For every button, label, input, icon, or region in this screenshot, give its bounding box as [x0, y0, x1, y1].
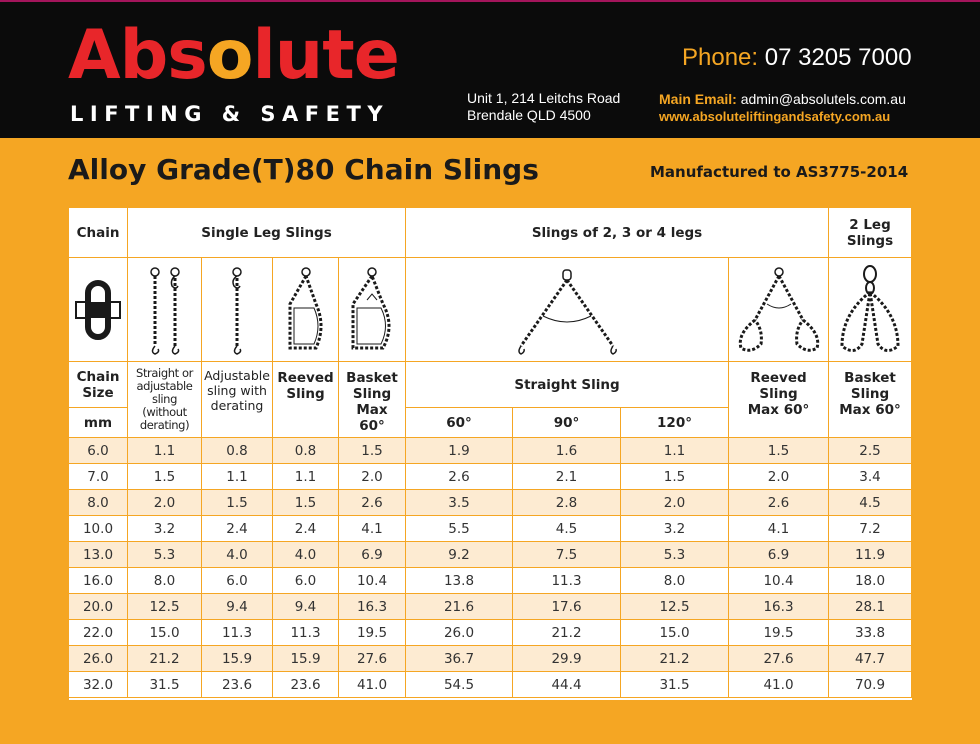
- cell-adjustable: 2.4: [202, 516, 273, 542]
- table-row: [69, 646, 912, 672]
- email-label: Main Email:: [659, 91, 737, 107]
- cell-angle-90: 7.5: [513, 542, 621, 568]
- multi-leg-straight-sling-icon: [406, 258, 729, 362]
- cell-chain-size: 32.0: [69, 672, 128, 698]
- cell-straight: 1.1: [128, 438, 202, 464]
- cell-basket: 2.0: [339, 464, 406, 490]
- phone-number[interactable]: 07 3205 7000: [764, 44, 912, 71]
- header-chain: Chain: [69, 208, 128, 258]
- chain-sling-table: [68, 207, 913, 701]
- cell-angle-120: 15.0: [621, 620, 729, 646]
- col-angle-120: 120°: [621, 408, 729, 438]
- col-two-leg-basket: Basket Sling Max 60°: [829, 362, 912, 438]
- cell-two-leg-basket: 2.5: [829, 438, 912, 464]
- cell-reeved: 0.8: [273, 438, 339, 464]
- cell-straight: 21.2: [128, 646, 202, 672]
- cell-chain-size: 10.0: [69, 516, 128, 542]
- phone: [682, 44, 912, 72]
- cell-angle-60: 2.6: [406, 464, 513, 490]
- cell-two-leg-basket: 70.9: [829, 672, 912, 698]
- cell-two-leg-basket: 4.5: [829, 490, 912, 516]
- cell-basket: 19.5: [339, 620, 406, 646]
- cell-angle-60: 13.8: [406, 568, 513, 594]
- cell-adjustable: 15.9: [202, 646, 273, 672]
- cell-two-leg-basket: 33.8: [829, 620, 912, 646]
- col-chain-size: Chain Size: [69, 362, 128, 408]
- standard-note: Manufactured to AS3775-2014: [650, 163, 909, 181]
- address-line2: Brendale QLD 4500: [467, 107, 591, 123]
- cell-angle-120: 31.5: [621, 672, 729, 698]
- cell-two-leg-basket: 7.2: [829, 516, 912, 542]
- table-row: [69, 672, 912, 698]
- col-straight-adjustable: Straight or adjustable sling (without derating): [128, 362, 202, 438]
- table-row: [69, 464, 912, 490]
- cell-reeved: 4.0: [273, 542, 339, 568]
- header-multi-leg: Slings of 2, 3 or 4 legs: [406, 208, 829, 258]
- cell-angle-60: 21.6: [406, 594, 513, 620]
- cell-multi-reeved: 19.5: [729, 620, 829, 646]
- cell-multi-reeved: 6.9: [729, 542, 829, 568]
- phone-label: Phone:: [682, 44, 759, 71]
- brand-subtitle: LIFTING & SAFETY: [70, 102, 390, 126]
- cell-chain-size: 26.0: [69, 646, 128, 672]
- cell-adjustable: 1.5: [202, 490, 273, 516]
- cell-multi-reeved: 16.3: [729, 594, 829, 620]
- col-adjustable-derating: Adjustable sling with derating: [202, 362, 273, 438]
- basket-sling-icon: [339, 258, 406, 362]
- col-basket: Basket Sling Max 60°: [339, 362, 406, 438]
- cell-reeved: 1.1: [273, 464, 339, 490]
- cell-basket: 2.6: [339, 490, 406, 516]
- cell-two-leg-basket: 11.9: [829, 542, 912, 568]
- cell-adjustable: 4.0: [202, 542, 273, 568]
- cell-straight: 1.5: [128, 464, 202, 490]
- cell-reeved: 6.0: [273, 568, 339, 594]
- table-row: [69, 438, 912, 464]
- email-link[interactable]: admin@absolutels.com.au: [740, 91, 906, 107]
- cell-chain-size: 20.0: [69, 594, 128, 620]
- adjustable-sling-icon: [202, 258, 273, 362]
- cell-angle-60: 36.7: [406, 646, 513, 672]
- cell-reeved: 2.4: [273, 516, 339, 542]
- cell-basket: 10.4: [339, 568, 406, 594]
- cell-basket: 1.5: [339, 438, 406, 464]
- cell-angle-90: 1.6: [513, 438, 621, 464]
- cell-multi-reeved: 2.6: [729, 490, 829, 516]
- col-reeved: Reeved Sling: [273, 362, 339, 438]
- cell-reeved: 1.5: [273, 490, 339, 516]
- two-leg-basket-sling-icon: [829, 258, 912, 362]
- cell-angle-60: 26.0: [406, 620, 513, 646]
- cell-chain-size: 8.0: [69, 490, 128, 516]
- cell-adjustable: 0.8: [202, 438, 273, 464]
- table-row: [69, 594, 912, 620]
- col-angle-90: 90°: [513, 408, 621, 438]
- cell-angle-90: 21.2: [513, 620, 621, 646]
- header-bar: [0, 0, 980, 138]
- cell-multi-reeved: 2.0: [729, 464, 829, 490]
- straight-sling-icon: [128, 258, 202, 362]
- chain-link-icon: [69, 258, 128, 362]
- cell-adjustable: 6.0: [202, 568, 273, 594]
- address: [467, 90, 620, 124]
- cell-reeved: 11.3: [273, 620, 339, 646]
- cell-chain-size: 6.0: [69, 438, 128, 464]
- cell-angle-90: 44.4: [513, 672, 621, 698]
- cell-two-leg-basket: 47.7: [829, 646, 912, 672]
- cell-reeved: 9.4: [273, 594, 339, 620]
- header-single-leg: Single Leg Slings: [128, 208, 406, 258]
- cell-straight: 3.2: [128, 516, 202, 542]
- cell-chain-size: 7.0: [69, 464, 128, 490]
- cell-two-leg-basket: 28.1: [829, 594, 912, 620]
- cell-multi-reeved: 27.6: [729, 646, 829, 672]
- cell-angle-120: 1.5: [621, 464, 729, 490]
- cell-angle-90: 2.1: [513, 464, 621, 490]
- cell-angle-120: 8.0: [621, 568, 729, 594]
- cell-straight: 8.0: [128, 568, 202, 594]
- cell-straight: 31.5: [128, 672, 202, 698]
- cell-angle-120: 1.1: [621, 438, 729, 464]
- cell-two-leg-basket: 3.4: [829, 464, 912, 490]
- cell-angle-60: 1.9: [406, 438, 513, 464]
- cell-reeved: 15.9: [273, 646, 339, 672]
- page-title: Alloy Grade(T)80 Chain Slings: [68, 153, 539, 186]
- cell-chain-size: 22.0: [69, 620, 128, 646]
- table-row: [69, 620, 912, 646]
- brand-logo: Absolute: [68, 16, 399, 95]
- reeved-sling-icon: [273, 258, 339, 362]
- cell-adjustable: 9.4: [202, 594, 273, 620]
- cell-straight: 5.3: [128, 542, 202, 568]
- cell-angle-120: 12.5: [621, 594, 729, 620]
- table-row: [69, 568, 912, 594]
- email: [659, 91, 906, 108]
- cell-angle-90: 17.6: [513, 594, 621, 620]
- col-unit-mm: mm: [69, 408, 128, 438]
- cell-two-leg-basket: 18.0: [829, 568, 912, 594]
- cell-basket: 16.3: [339, 594, 406, 620]
- cell-adjustable: 1.1: [202, 464, 273, 490]
- cell-angle-60: 9.2: [406, 542, 513, 568]
- cell-angle-120: 21.2: [621, 646, 729, 672]
- cell-straight: 15.0: [128, 620, 202, 646]
- table-row: [69, 516, 912, 542]
- address-line1: Unit 1, 214 Leitchs Road: [467, 90, 621, 106]
- cell-angle-90: 29.9: [513, 646, 621, 672]
- cell-angle-120: 2.0: [621, 490, 729, 516]
- col-straight-sling: Straight Sling: [406, 362, 729, 408]
- cell-angle-120: 5.3: [621, 542, 729, 568]
- cell-adjustable: 23.6: [202, 672, 273, 698]
- cell-multi-reeved: 41.0: [729, 672, 829, 698]
- cell-straight: 12.5: [128, 594, 202, 620]
- cell-straight: 2.0: [128, 490, 202, 516]
- header-two-leg: 2 Leg Slings: [829, 208, 912, 258]
- cell-angle-60: 54.5: [406, 672, 513, 698]
- cell-chain-size: 16.0: [69, 568, 128, 594]
- cell-chain-size: 13.0: [69, 542, 128, 568]
- cell-angle-60: 5.5: [406, 516, 513, 542]
- multi-leg-reeved-sling-icon: [729, 258, 829, 362]
- cell-angle-90: 4.5: [513, 516, 621, 542]
- cell-angle-60: 3.5: [406, 490, 513, 516]
- cell-angle-120: 3.2: [621, 516, 729, 542]
- col-angle-60: 60°: [406, 408, 513, 438]
- cell-multi-reeved: 4.1: [729, 516, 829, 542]
- cell-basket: 6.9: [339, 542, 406, 568]
- cell-basket: 27.6: [339, 646, 406, 672]
- table-row: [69, 490, 912, 516]
- cell-basket: 4.1: [339, 516, 406, 542]
- cell-angle-90: 11.3: [513, 568, 621, 594]
- cell-angle-90: 2.8: [513, 490, 621, 516]
- website-link[interactable]: www.absoluteliftingandsafety.com.au: [659, 109, 891, 124]
- cell-multi-reeved: 10.4: [729, 568, 829, 594]
- col-multi-reeved: Reeved Sling Max 60°: [729, 362, 829, 438]
- table-row: [69, 542, 912, 568]
- cell-reeved: 23.6: [273, 672, 339, 698]
- cell-multi-reeved: 1.5: [729, 438, 829, 464]
- cell-basket: 41.0: [339, 672, 406, 698]
- cell-adjustable: 11.3: [202, 620, 273, 646]
